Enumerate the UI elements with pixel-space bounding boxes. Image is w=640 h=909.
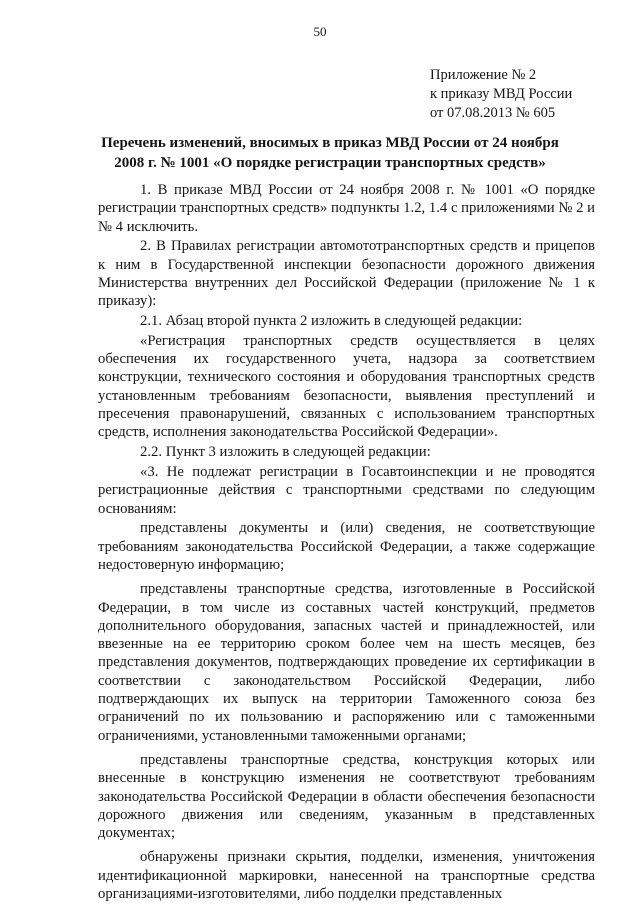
paragraph-item-2-2: 2.2. Пункт 3 изложить в следующей редакции: xyxy=(140,444,431,461)
paragraph-item-2-1: 2.1. Абзац второй пункта 2 изложить в следующей редакции: xyxy=(140,313,523,330)
page-number: 50 xyxy=(313,24,327,39)
appendix-line-2: к приказу МВД России xyxy=(430,86,573,102)
ground-marking-forgery: обнаружены признаки скрытия, подделки, изменения, уничтожения идентификационной маркировки, нанесенной на транспортные средства организациями-изготовителями, либо подделки представленных xyxy=(98,849,595,902)
appendix-line-3: от 07.08.2013 № 605 xyxy=(430,105,556,121)
document-title xyxy=(95,134,565,173)
ground-vehicles-certification: представлены транспортные средства, изготовленные в Российской Федерации, в том числе из составных частей конструкций, предметов дополнительного оборудования, запасных частей и принадлежностей, или ввезенные на ее территорию сроком более чем на шесть месяцев, без представления документов, подтверждающих проведение их сертификации в соответствии с законодательством Российской Федерации, либо подтверждающих их выпуск на территории Таможенного союза без ограничений по их пользованию и распоряжению или с таможенными ограничениями, установленными таможенными органами; xyxy=(98,581,595,744)
title-line-1: Перечень изменений, вносимых в приказ МВД России от 24 ноября xyxy=(101,135,559,151)
appendix-header xyxy=(430,66,630,123)
paragraph-item-1: 1. В приказе МВД России от 24 ноября 2008 г. № 1001 «О порядке регистрации транспортных средств» подпункты 1.2, 1.4 с приложениями № 2 и № 4 исключить. xyxy=(98,182,595,235)
paragraph-item-2: 2. В Правилах регистрации автомототранспортных средств и прицепов к ним в Государственной инспекции безопасности дорожного движения Министерства внутренних дел Российской Федерации (приложение № 1 к приказу): xyxy=(98,238,595,310)
title-line-2: 2008 г. № 1001 «О порядке регистрации транспортных средств» xyxy=(114,154,546,171)
appendix-line-1: Приложение № 2 xyxy=(430,67,537,83)
quoted-paragraph-point-3: «3. Не подлежат регистрации в Госавтоинспекции и не проводятся регистрационные действия с транспортными средствами по следующим основаниям: xyxy=(98,463,595,517)
document-body xyxy=(98,181,595,909)
ground-construction: представлены транспортные средства, конструкция которых или внесенные в конструкцию изменения не соответствуют требованиям законодательства Российской Федерации в области обеспечения безопасности дорожного движения или сведениям, указанным в представленных документах; xyxy=(98,751,595,842)
quoted-paragraph-registration: «Регистрация транспортных средств осуществляется в целях обеспечения их государственного учета, надзора за соответствием конструкции, технического состояния и оборудования транспортных средств установленным требованиям безопасности, выявления преступлений и пресечения правонарушений, связанных с использованием транспортных средств, исполнения законодательства Российской Федерации». xyxy=(98,332,595,441)
ground-documents: представлены документы и (или) сведения, не соответствующие требованиям законодательства Российской Федерации, а также содержащие недостоверную информацию; xyxy=(98,520,595,573)
